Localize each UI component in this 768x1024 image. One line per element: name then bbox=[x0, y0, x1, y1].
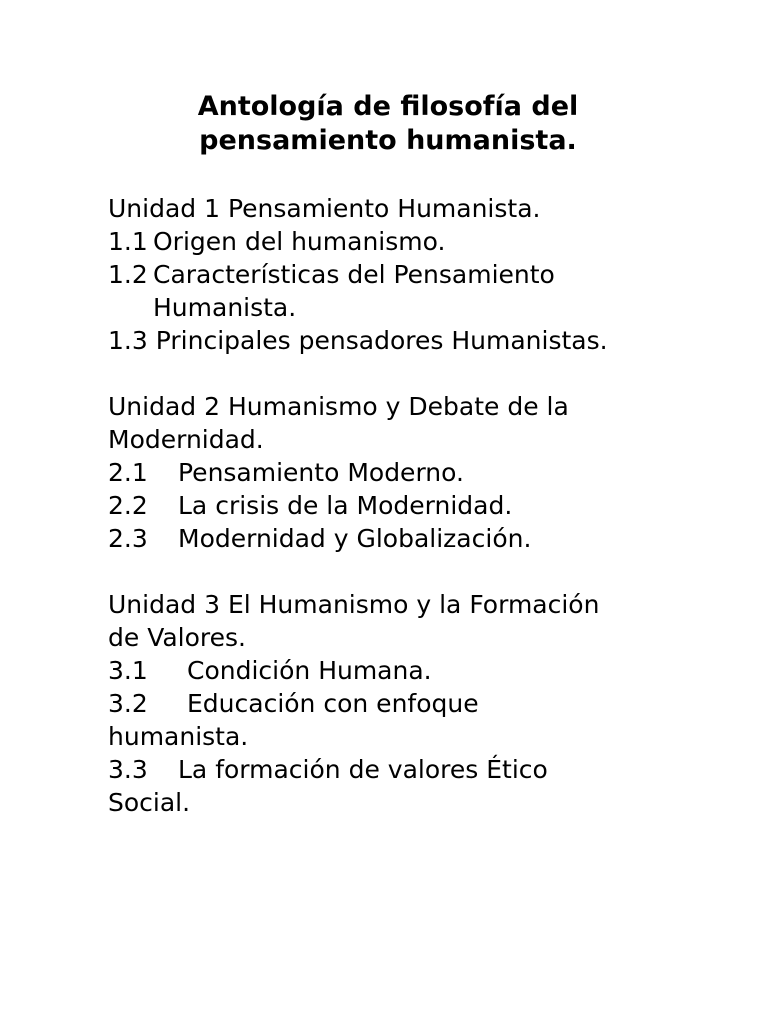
unit-2-heading-line-2: Modernidad. bbox=[108, 425, 264, 454]
item-number: 2.1 bbox=[108, 458, 148, 487]
item-number: 3.3 bbox=[108, 755, 148, 784]
unit-2-heading-line-1: Unidad 2 Humanismo y Debate de la bbox=[108, 392, 569, 421]
list-item-2-3 bbox=[108, 522, 668, 555]
list-item-3-3 bbox=[108, 753, 668, 786]
item-number: 2.2 bbox=[108, 491, 148, 520]
item-text: Pensamiento Moderno. bbox=[178, 458, 464, 487]
unit-3-section bbox=[108, 588, 668, 819]
item-text: Características del Pensamiento bbox=[153, 260, 555, 289]
item-text: Modernidad y Globalización. bbox=[178, 524, 532, 553]
unit-2-section bbox=[108, 390, 668, 555]
item-number: 1.2 bbox=[108, 260, 148, 289]
item-text: Educación con enfoque bbox=[187, 689, 479, 718]
list-item-2-1 bbox=[108, 456, 668, 489]
unit-1-section bbox=[108, 192, 668, 357]
item-number: 1.1 bbox=[108, 227, 148, 256]
item-text-continuation: humanista. bbox=[108, 722, 249, 751]
item-text: Origen del humanismo. bbox=[153, 227, 446, 256]
item-text: La crisis de la Modernidad. bbox=[178, 491, 513, 520]
unit-1-heading: Unidad 1 Pensamiento Humanista. bbox=[108, 194, 541, 223]
unit-3-heading-line-1: Unidad 3 El Humanismo y la Formación bbox=[108, 590, 600, 619]
title-line-1: Antología de filosofía del bbox=[197, 91, 579, 122]
document-page bbox=[108, 90, 668, 819]
item-number: 2.3 bbox=[108, 524, 148, 553]
list-item-1-2 bbox=[108, 258, 668, 291]
item-number: 1.3 bbox=[108, 326, 148, 355]
list-item-1-1 bbox=[108, 225, 668, 258]
item-number: 3.2 bbox=[108, 689, 148, 718]
item-number: 3.1 bbox=[108, 656, 148, 685]
document-title bbox=[108, 90, 668, 158]
item-text-continuation: Humanista. bbox=[153, 293, 297, 322]
unit-3-heading-line-2: de Valores. bbox=[108, 623, 247, 652]
item-text: La formación de valores Ético bbox=[178, 755, 548, 784]
list-item-2-2 bbox=[108, 489, 668, 522]
item-text: Condición Humana. bbox=[187, 656, 432, 685]
list-item-3-1 bbox=[108, 654, 668, 687]
title-line-2: pensamiento humanista. bbox=[199, 125, 577, 156]
list-item-1-3 bbox=[108, 324, 668, 357]
list-item-3-2 bbox=[108, 687, 668, 720]
item-text: Principales pensadores Humanistas. bbox=[155, 326, 608, 355]
item-text-continuation: Social. bbox=[108, 788, 191, 817]
